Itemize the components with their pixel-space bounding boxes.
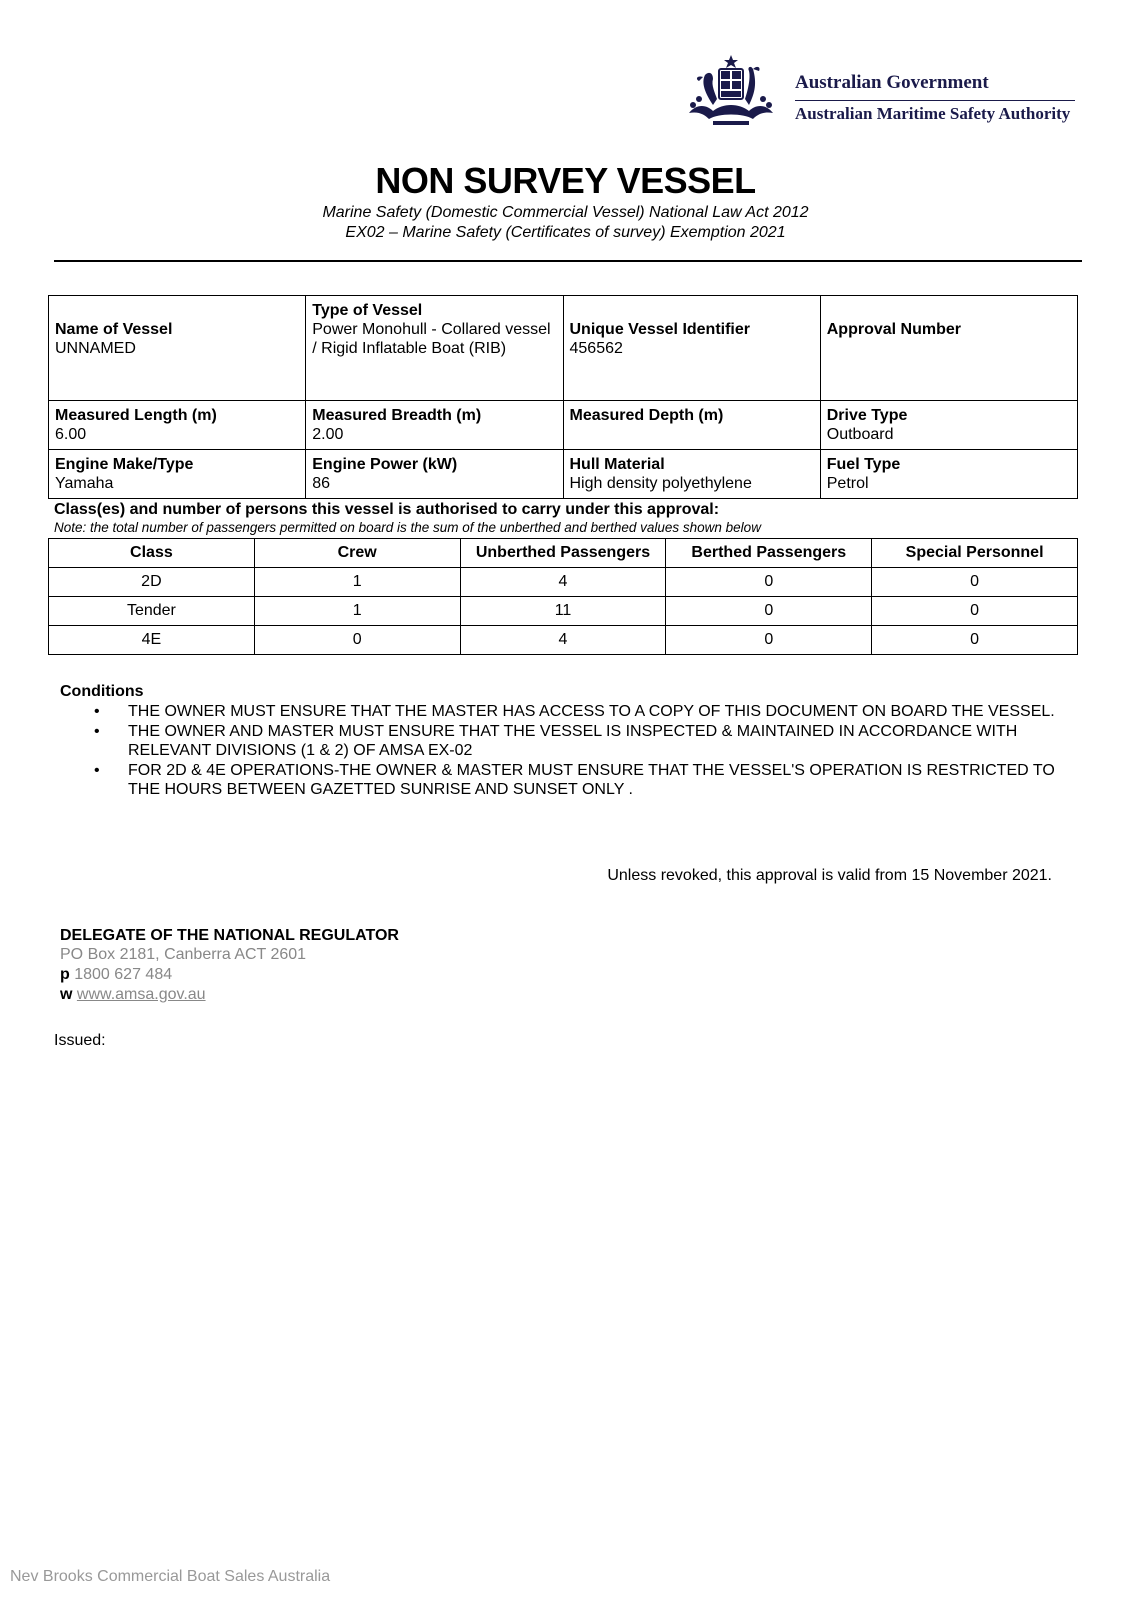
conditions-list bbox=[60, 702, 1060, 800]
measured-depth-cell: Measured Depth (m) bbox=[563, 401, 820, 450]
uvi-cell: Unique Vessel Identifier 456562 bbox=[563, 296, 820, 401]
list-item: • THE OWNER AND MASTER MUST ENSURE THAT THE VESSEL IS INSPECTED & MAINTAINED IN ACCORDANCE WITH RELEVANT DIVISIONS (1 & 2) OF AMSA EX-02 bbox=[94, 722, 1018, 759]
bullet-icon: • bbox=[94, 761, 100, 779]
validity-statement: Unless revoked, this approval is valid from 15 November 2021. bbox=[607, 867, 1052, 884]
header-divider bbox=[795, 100, 1075, 101]
table-cell: 0 bbox=[872, 626, 1078, 655]
class-persons-table bbox=[48, 538, 1078, 655]
bullet-icon: • bbox=[94, 722, 100, 740]
conditions-title: Conditions bbox=[60, 683, 144, 700]
engine-make-cell: Engine Make/Type Yamaha bbox=[49, 450, 306, 499]
table-header-row bbox=[49, 539, 1078, 568]
title-divider bbox=[54, 260, 1082, 262]
website-line: w www.amsa.gov.au bbox=[60, 986, 206, 1003]
hull-material-cell: Hull Material High density polyethylene bbox=[563, 450, 820, 499]
table-cell: 2D bbox=[49, 568, 255, 597]
vessel-name-cell: Name of Vessel UNNAMED bbox=[49, 296, 306, 401]
drive-type-cell: Drive Type Outboard bbox=[820, 401, 1077, 450]
column-header: Berthed Passengers bbox=[666, 539, 872, 568]
table-cell: 0 bbox=[666, 568, 872, 597]
table-row bbox=[49, 626, 1078, 655]
phone-line: p 1800 627 484 bbox=[60, 966, 173, 983]
table-row bbox=[49, 597, 1078, 626]
table-cell: 1 bbox=[254, 597, 460, 626]
table-cell: 0 bbox=[666, 626, 872, 655]
table-cell: 11 bbox=[460, 597, 666, 626]
website-link[interactable]: www.amsa.gov.au bbox=[76, 986, 206, 1003]
list-item: • THE OWNER MUST ENSURE THAT THE MASTER HAS ACCESS TO A COPY OF THIS DOCUMENT ON BOARD THE VESSEL. bbox=[94, 703, 1055, 720]
table-cell: 1 bbox=[254, 568, 460, 597]
persons-heading: Class(es) and number of persons this vessel is authorised to carry under this approval: bbox=[54, 501, 720, 518]
postal-address: PO Box 2181, Canberra ACT 2601 bbox=[60, 946, 307, 963]
delegate-title: DELEGATE OF THE NATIONAL REGULATOR bbox=[60, 927, 399, 944]
column-header: Unberthed Passengers bbox=[460, 539, 666, 568]
commonwealth-coat-of-arms-icon bbox=[683, 53, 779, 129]
agency-name: Australian Maritime Safety Authority bbox=[795, 104, 1071, 123]
government-name: Australian Government bbox=[795, 72, 989, 93]
table-cell: 4 bbox=[460, 568, 666, 597]
table-cell: 0 bbox=[254, 626, 460, 655]
table-cell: 0 bbox=[872, 597, 1078, 626]
approval-number-cell: Approval Number bbox=[820, 296, 1077, 401]
list-item: • FOR 2D & 4E OPERATIONS-THE OWNER & MASTER MUST ENSURE THAT THE VESSEL'S OPERATION IS RESTRICTED TO THE HOURS BETWEEN GAZETTED SUNRISE AND SUNSET ONLY . bbox=[94, 761, 1055, 798]
issued-label: Issued: bbox=[54, 1032, 106, 1049]
vessel-type-cell: Type of Vessel Power Monohull - Collared vessel / Rigid Inflatable Boat (RIB) bbox=[306, 296, 563, 401]
watermark: Nev Brooks Commercial Boat Sales Australia bbox=[10, 1568, 331, 1585]
document-title: NON SURVEY VESSEL bbox=[375, 160, 756, 201]
engine-power-cell: Engine Power (kW) 86 bbox=[306, 450, 563, 499]
column-header: Crew bbox=[254, 539, 460, 568]
vessel-details-table bbox=[48, 295, 1078, 499]
measured-length-cell: Measured Length (m) 6.00 bbox=[49, 401, 306, 450]
column-header: Class bbox=[49, 539, 255, 568]
legislation-subtitle: Marine Safety (Domestic Commercial Vessel) National Law Act 2012 bbox=[322, 204, 809, 221]
table-row bbox=[49, 568, 1078, 597]
persons-note: Note: the total number of passengers permitted on board is the sum of the unberthed and berthed values shown below bbox=[54, 520, 761, 535]
table-cell: Tender bbox=[49, 597, 255, 626]
column-header: Special Personnel bbox=[872, 539, 1078, 568]
table-cell: 0 bbox=[872, 568, 1078, 597]
measured-breadth-cell: Measured Breadth (m) 2.00 bbox=[306, 401, 563, 450]
exemption-subtitle: EX02 – Marine Safety (Certificates of survey) Exemption 2021 bbox=[345, 224, 786, 241]
table-cell: 0 bbox=[666, 597, 872, 626]
table-cell: 4E bbox=[49, 626, 255, 655]
phone-number: 1800 627 484 bbox=[74, 966, 173, 983]
fuel-type-cell: Fuel Type Petrol bbox=[820, 450, 1077, 499]
bullet-icon: • bbox=[94, 703, 100, 720]
table-cell: 4 bbox=[460, 626, 666, 655]
